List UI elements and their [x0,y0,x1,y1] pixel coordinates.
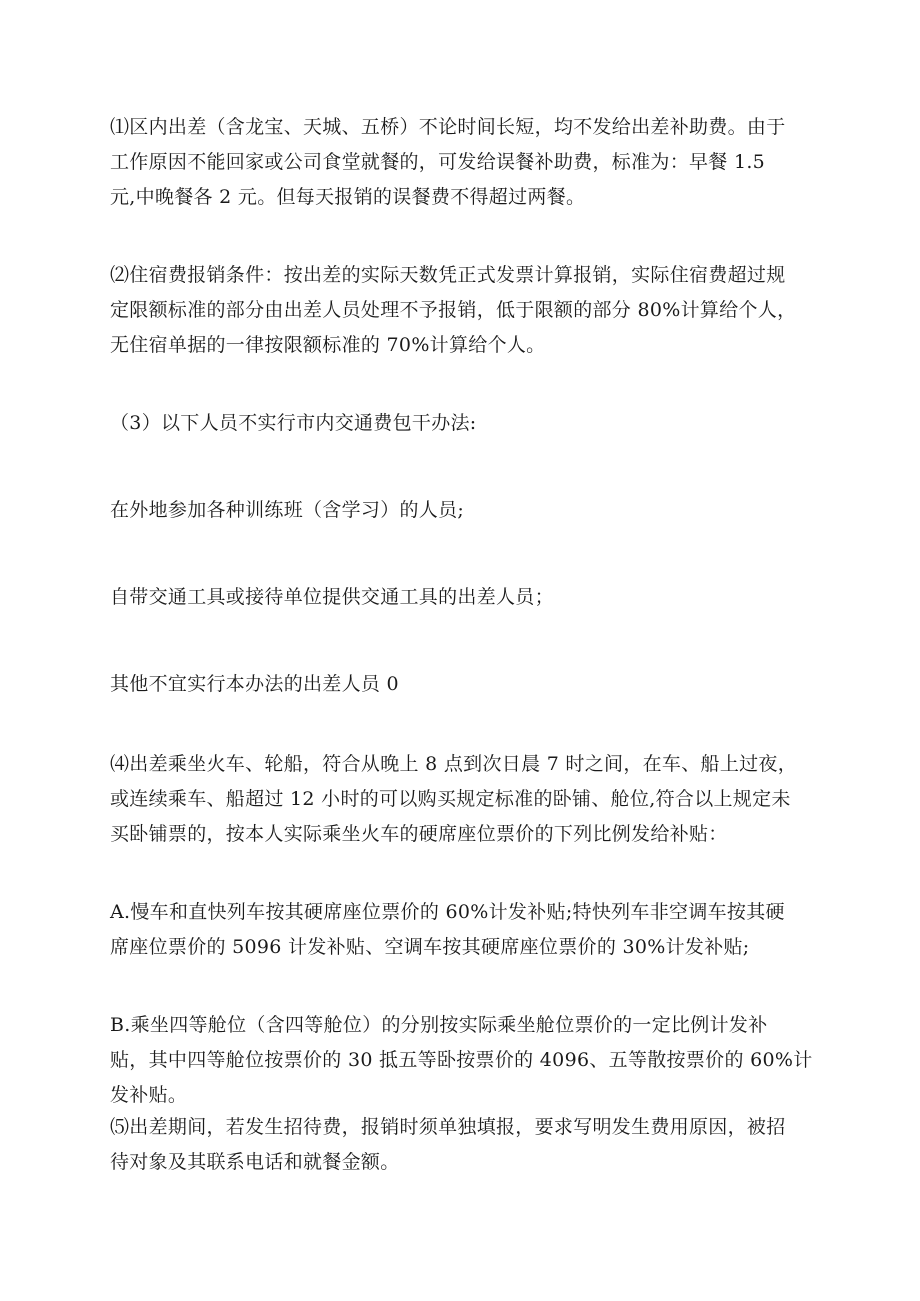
paragraph-3-transport-exclusions-heading [110,406,822,441]
paragraph-line: B.乘坐四等舱位（含四等舱位）的分别按实际乘坐舱位票价的一定比例计发补 [110,1014,768,1036]
paragraph-line: ⑸出差期间，若发生招待费，报销时须单独填报，要求写明发生费用原因，被招 [110,1116,786,1138]
paragraph-line: 席座位票价的 5096 计发补贴、空调车按其硬席座位票价的 30%计发补贴; [110,936,750,958]
paragraph-1-local-travel-meal-allowance [110,110,822,215]
paragraph-line: ⑵住宿费报销条件：按出差的实际天数凭正式发票计算报销，实际住宿费超过规 [110,264,786,286]
paragraph-7-train-ship-sleeper [110,747,822,852]
paragraph-2-accommodation-reimbursement [110,258,822,363]
paragraph-line: 待对象及其联系电话和就餐金额。 [110,1151,400,1173]
paragraph-line: A.慢车和直快列车按其硬席座位票价的 60%计发补贴;特快列车非空调车按其硬 [110,901,785,923]
paragraph-line: ⑴区内出差（含龙宝、天城、五桥）不论时间长短，均不发给出差补助费。由于 [110,116,786,138]
paragraph-6-other-staff [110,667,822,702]
paragraph-line: 定限额标准的部分由出差人员处理不予报销，低于限额的部分 80%计算给个人， [110,299,797,321]
paragraph-9-ship-subsidy-rates [110,1008,822,1113]
paragraph-line: 元,中晚餐各 2 元。但每天报销的误餐费不得超过两餐。 [110,186,586,208]
paragraph-line: 自带交通工具或接待单位提供交通工具的出差人员； [110,586,554,608]
paragraph-line: 贴，其中四等舱位按票价的 30 抵五等卧按票价的 4096、五等散按票价的 60%计 [110,1049,813,1071]
paragraph-4-training-staff [110,493,822,528]
paragraph-line: 无住宿单据的一律按限额标准的 70%计算给个人。 [110,334,546,356]
paragraph-5-own-transport-staff [110,580,822,615]
paragraph-8-train-subsidy-rates [110,895,822,965]
paragraph-line: 在外地参加各种训练班（含学习）的人员; [110,499,465,521]
paragraph-10-entertainment-expense [110,1110,822,1180]
paragraph-line: 发补贴。 [110,1084,188,1106]
paragraph-line: 其他不宜实行本办法的出差人员 0 [110,673,399,695]
paragraph-line: （3）以下人员不实行市内交通费包干办法: [110,412,477,434]
paragraph-line: 买卧铺票的，按本人实际乘坐火车的硬席座位票价的下列比例发给补贴： [110,823,728,845]
paragraph-line: 工作原因不能回家或公司食堂就餐的，可发给误餐补助费，标准为：早餐 1.5 [110,151,766,173]
paragraph-line: 或连续乘车、船超过 12 小时的可以购买规定标准的卧铺、舱位,符合以上规定未 [110,788,791,810]
paragraph-line: ⑷出差乘坐火车、轮船，符合从晚上 8 点到次日晨 7 时之间，在车、船上过夜， [110,753,798,775]
